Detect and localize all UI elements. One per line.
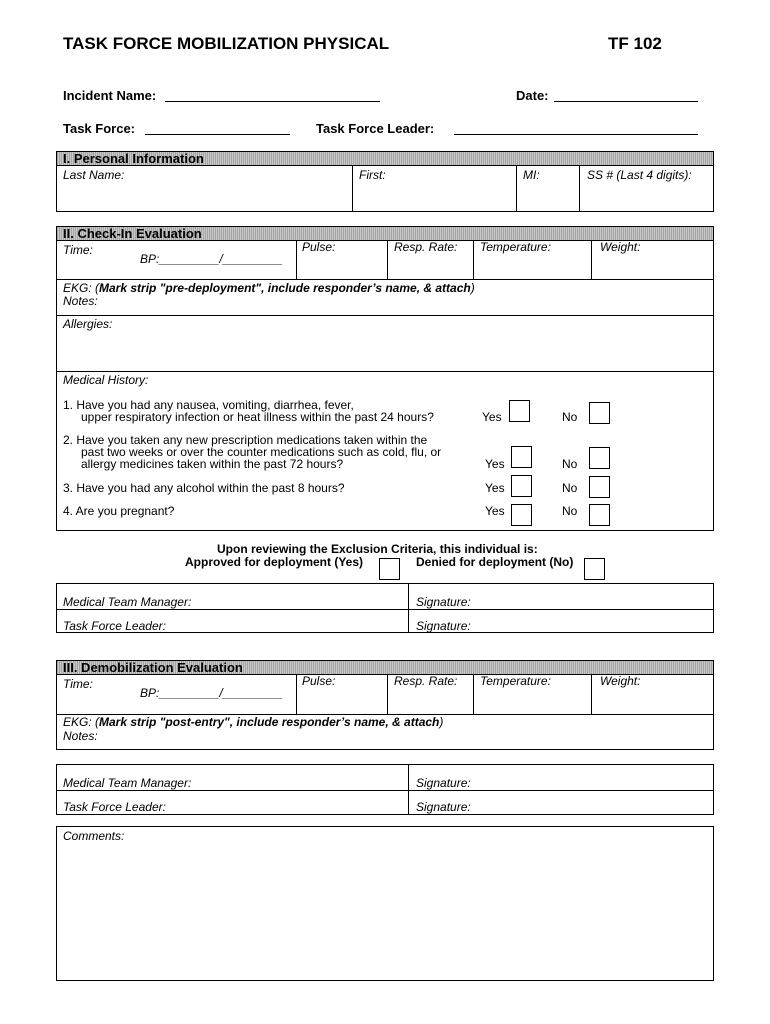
demob-weight-label: Weight: (600, 674, 641, 688)
mi-label: MI: (523, 168, 540, 182)
q2-yes-label: Yes (485, 457, 505, 471)
mtm-label-1: Medical Team Manager: (63, 595, 192, 609)
demob-notes-label: Notes: (63, 729, 98, 743)
date-field[interactable] (554, 86, 698, 102)
section-checkin-heading: II. Check-In Evaluation (56, 226, 714, 241)
checkin-notes-label: Notes: (63, 294, 98, 308)
checkin-time-label: Time: (63, 243, 93, 257)
checkin-pulse-label: Pulse: (302, 240, 336, 254)
date-label: Date: (516, 88, 549, 103)
q3-yes-checkbox[interactable] (511, 475, 532, 497)
section-demob-heading: III. Demobilization Evaluation (56, 660, 714, 675)
q4-yes-checkbox[interactable] (511, 504, 532, 526)
q2-yes-checkbox[interactable] (511, 446, 532, 468)
q1-yes-checkbox[interactable] (509, 400, 530, 422)
question-1: 1. Have you had any nausea, vomiting, diarrhea, fever, upper respiratory infection or heat illness within the past 24 hours? (63, 398, 434, 424)
demob-resp-label: Resp. Rate: (394, 674, 458, 688)
comments-box[interactable] (56, 826, 714, 981)
question-2: 2. Have you taken any new prescription medications taken within the past two weeks or over the counter medications such as cold, flu, or allergy medicines taken within the past 72 hours? (63, 433, 442, 471)
q3-yes-label: Yes (485, 481, 505, 495)
tfl-label-1: Task Force Leader: (63, 619, 166, 633)
denied-checkbox[interactable] (584, 558, 605, 580)
incident-name-label: Incident Name: (63, 88, 157, 103)
q3-no-checkbox[interactable] (589, 476, 610, 498)
denied-label: Denied for deployment (No) (416, 555, 574, 569)
q4-no-checkbox[interactable] (589, 504, 610, 526)
demob-pulse-label: Pulse: (302, 674, 336, 688)
tfl-signature-label-2: Signature: (416, 800, 471, 814)
demob-bp-label: BP:_________/_________ (140, 686, 283, 700)
mtm-signature-label-2: Signature: (416, 776, 471, 790)
checkin-ekg-label: EKG: (Mark strip "pre-deployment", include responder’s name, & attach) (63, 281, 475, 295)
last-name-label: Last Name: (63, 168, 125, 182)
checkin-temp-label: Temperature: (480, 240, 551, 254)
approved-checkbox[interactable] (379, 558, 400, 580)
page-title: TASK FORCE MOBILIZATION PHYSICAL (63, 34, 390, 53)
q1-no-label: No (562, 410, 578, 424)
q1-no-checkbox[interactable] (589, 402, 610, 424)
question-4: 4. Are you pregnant? (63, 504, 175, 518)
q3-no-label: No (562, 481, 578, 495)
checkin-bp-label: BP:_________/_________ (140, 252, 283, 266)
demob-temp-label: Temperature: (480, 674, 551, 688)
medical-history-label: Medical History: (63, 373, 149, 387)
question-3: 3. Have you had any alcohol within the past 8 hours? (63, 481, 345, 495)
mtm-signature-label-1: Signature: (416, 595, 471, 609)
demob-ekg-label: EKG: (Mark strip "post-entry", include responder’s name, & attach) (63, 715, 444, 729)
task-force-leader-label: Task Force Leader: (316, 121, 435, 136)
q2-no-label: No (562, 457, 578, 471)
section-personal-heading: I. Personal Information (56, 151, 714, 166)
tfl-label-2: Task Force Leader: (63, 800, 166, 814)
form-code: TF 102 (608, 34, 662, 53)
task-force-field[interactable] (145, 119, 290, 135)
mtm-label-2: Medical Team Manager: (63, 776, 192, 790)
q4-yes-label: Yes (485, 504, 505, 518)
q2-no-checkbox[interactable] (589, 447, 610, 469)
comments-label: Comments: (63, 829, 125, 843)
exclusion-statement: Upon reviewing the Exclusion Criteria, this individual is: (217, 542, 538, 556)
incident-name-field[interactable] (165, 86, 380, 102)
checkin-weight-label: Weight: (600, 240, 641, 254)
allergies-label: Allergies: (63, 317, 113, 331)
q1-yes-label: Yes (482, 410, 502, 424)
checkin-resp-label: Resp. Rate: (394, 240, 458, 254)
demob-time-label: Time: (63, 677, 93, 691)
ss-label: SS # (Last 4 digits): (587, 168, 692, 182)
q4-no-label: No (562, 504, 578, 518)
first-name-label: First: (359, 168, 386, 182)
approved-label: Approved for deployment (Yes) (185, 555, 364, 569)
task-force-label: Task Force: (63, 121, 136, 136)
tfl-signature-label-1: Signature: (416, 619, 471, 633)
task-force-leader-field[interactable] (454, 119, 698, 135)
